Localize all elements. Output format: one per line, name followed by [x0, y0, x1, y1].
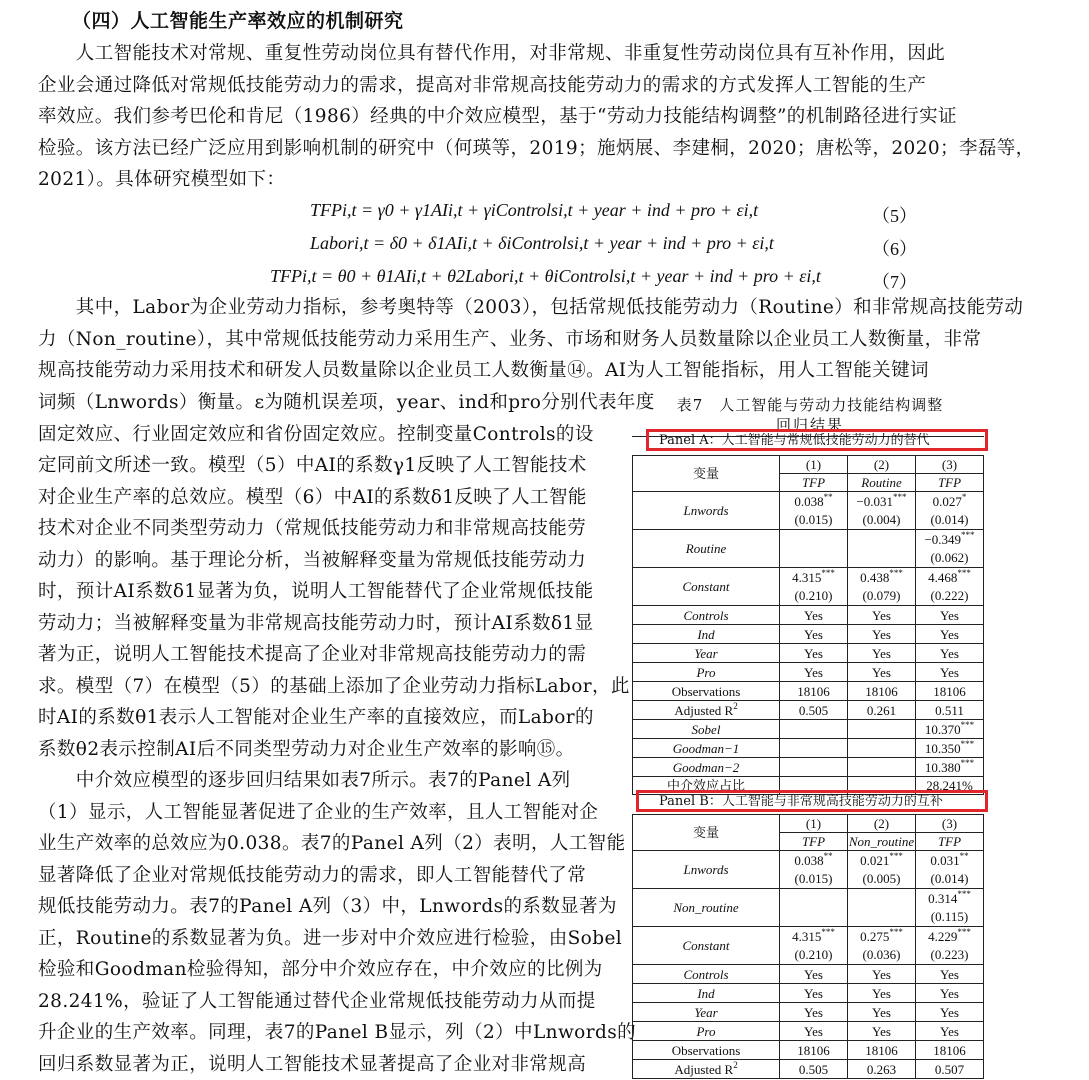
text-line: 对企业生产率的总效应。模型（6）中AI的系数δ1反映了人工智能	[38, 486, 587, 508]
text-line: 率效应。我们参考巴伦和肯尼（1986）经典的中介效应模型，基于“劳动力技能结构调整”的机制路径进行实证	[38, 106, 957, 127]
text-line: 系数θ2表示控制AI后不同类型劳动力对企业生产效率的影响⑮。	[38, 738, 575, 760]
text-line: 正，Routine的系数显著为负。进一步对中介效应进行检验，由Sobel	[38, 927, 623, 949]
coef-cell: 0.038** (0.015)	[780, 851, 848, 889]
table-cell: Yes	[916, 644, 984, 663]
text-line: 检验和Goodman检验得知，部分中介效应存在，中介效应的比例为	[38, 959, 603, 980]
paragraph-variables	[38, 292, 1024, 387]
row-name: Constant	[633, 568, 780, 606]
table-cell: Yes	[780, 644, 848, 663]
table-cell: 10.380***	[916, 758, 984, 777]
table-cell: 0.505	[780, 1060, 848, 1079]
row-name: Observations	[633, 682, 780, 701]
row-name: Adjusted $R^2$	[633, 701, 780, 720]
table-cell: Yes	[780, 965, 848, 984]
coef-cell: 0.031** (0.014)	[916, 851, 984, 889]
text-line: 著为正，说明人工智能技术提高了企业对非常规高技能劳动力的需	[38, 644, 587, 665]
table-cell: Yes	[780, 625, 848, 644]
table-cell: Yes	[780, 1022, 848, 1041]
coef-cell: 0.027* (0.014)	[916, 492, 984, 530]
col-header: (2)	[848, 456, 916, 474]
row-name: Sobel	[633, 720, 780, 739]
text-line: （1）显示，人工智能显著促进了企业的生产效率，且人工智能对企	[38, 801, 599, 823]
col-header: (2)	[848, 815, 916, 833]
row-name: Ind	[633, 984, 780, 1003]
table-cell: 0.507	[916, 1060, 984, 1079]
coef-cell: 4.315*** (0.210)	[780, 568, 848, 606]
text-line: 人工智能技术对常规、重复性劳动岗位具有替代作用，对非常规、非重复性劳动岗位具有互补作用，因此	[38, 43, 946, 64]
table-cell: 0.511	[916, 701, 984, 720]
text-line: 技术对企业不同类型劳动力（常规低技能劳动力和非常规高技能劳	[38, 518, 587, 539]
table-cell: 0.263	[848, 1060, 916, 1079]
col-header: (1)	[780, 456, 848, 474]
coef-cell: −0.349*** (0.062)	[916, 530, 984, 568]
panel-b-label: Panel B：人工智能与非常规高技能劳动力的互补	[636, 790, 988, 812]
row-name: Year	[633, 644, 780, 663]
table-cell: 18106	[916, 1041, 984, 1060]
coef-cell: 4.229*** (0.223)	[916, 927, 984, 965]
var-header: 变量	[633, 456, 780, 492]
table-cell: 18106	[916, 682, 984, 701]
dep-var: TFP	[916, 833, 984, 851]
coef-cell: 0.038** (0.015)	[780, 492, 848, 530]
paragraph-intro	[38, 38, 1035, 196]
panel-a-label: Panel A：人工智能与常规低技能劳动力的替代	[646, 429, 988, 451]
table-cell: Yes	[916, 1022, 984, 1041]
table-cell: 18106	[780, 1041, 848, 1060]
table-cell: 0.505	[780, 701, 848, 720]
coef-cell	[848, 530, 916, 568]
equation-7: TFPi,t = θ0 + θ1AIi,t + θ2Labori,t + θiControlsi,t + year + ind + pro + εi,t	[270, 266, 821, 286]
table-cell: Yes	[848, 965, 916, 984]
dep-var: Routine	[848, 474, 916, 492]
row-name: Ind	[633, 625, 780, 644]
text-line: 时AI的系数θ1表示人工智能对企业生产率的直接效应，而Labor的	[38, 707, 594, 728]
text-line: 显著降低了企业对常规低技能劳动力的需求，即人工智能替代了常	[38, 864, 587, 886]
equation-6: Labori,t = δ0 + δ1AIi,t + δiControlsi,t + year + ind + pro + εi,t	[310, 233, 774, 253]
equation-number: （7）	[872, 272, 917, 292]
table-cell: Yes	[780, 1003, 848, 1022]
row-name: Goodman−2	[633, 758, 780, 777]
text-line: 求。模型（7）在模型（5）的基础上添加了企业劳动力指标Labor，此	[38, 675, 630, 697]
col-header: (3)	[916, 815, 984, 833]
table-cell: Yes	[848, 663, 916, 682]
dep-var: TFP	[916, 474, 984, 492]
coef-cell	[848, 889, 916, 927]
section-heading: （四）人工智能生产率效应的机制研究	[72, 10, 404, 32]
table-cell: 10.370***	[916, 720, 984, 739]
text-line: 检验。该方法已经广泛应用到影响机制的研究中（何瑛等，2019；施炳展、李建桐，2020；唐松等，2020；李磊等，	[38, 137, 1035, 159]
table-cell: Yes	[916, 663, 984, 682]
results-table-b	[632, 814, 984, 1079]
table-cell: 10.350***	[916, 739, 984, 758]
table-cell: Yes	[848, 644, 916, 663]
coef-cell: 4.315*** (0.210)	[780, 927, 848, 965]
var-header: 变量	[633, 815, 780, 851]
panel-b-table	[632, 814, 984, 1079]
coef-cell: −0.031*** (0.004)	[848, 492, 916, 530]
dep-var: Non_routine	[848, 834, 915, 849]
table-cell: Yes	[916, 1003, 984, 1022]
coef-cell	[780, 530, 848, 568]
paragraph-results	[38, 765, 636, 1080]
table-cell: Yes	[916, 965, 984, 984]
row-name: Routine	[633, 530, 780, 568]
row-name: Goodman−1	[633, 739, 780, 758]
text-line: 动力）的影响。基于理论分析，当被解释变量为常规低技能劳动力	[38, 549, 587, 571]
paragraph-model-explanation	[38, 387, 655, 765]
table-cell: 28.241%	[916, 777, 984, 795]
text-line: 力（Non_routine），其中常规低技能劳动力采用生产、业务、市场和财务人员数量除以企业员工人数衡量，非常	[38, 328, 982, 350]
table-cell: 18106	[848, 1041, 916, 1060]
dep-var: TFP	[780, 833, 848, 851]
col-header: (1)	[780, 815, 848, 833]
text-line: 固定效应、行业固定效应和省份固定效应。控制变量Controls的设	[38, 423, 594, 445]
row-name: Non_routine	[633, 889, 780, 927]
coef-cell: 0.438*** (0.079)	[848, 568, 916, 606]
table-cell: Yes	[848, 984, 916, 1003]
equation-number: （6）	[872, 239, 917, 259]
text-line: 时，预计AI系数δ1显著为负，说明人工智能替代了企业常规低技能	[38, 581, 594, 602]
table-cell: Yes	[848, 625, 916, 644]
table-cell: Yes	[916, 984, 984, 1003]
text-line: 规高技能劳动力采用技术和研发人员数量除以企业员工人数衡量⑭。AI为人工智能指标，用人工智能关键词	[38, 360, 929, 381]
text-line: 升企业的生产效率。同理，表7的Panel B显示，列（2）中Lnwords的	[38, 1022, 636, 1043]
table-subtitle: 回归结果	[775, 416, 844, 434]
coef-cell: 0.275*** (0.036)	[848, 927, 916, 965]
row-name: 中介效应占比	[633, 777, 780, 795]
text-line: 28.241%，验证了人工智能通过替代企业常规低技能劳动力从而提	[38, 990, 596, 1012]
text-line: 中介效应模型的逐步回归结果如表7所示。表7的Panel A列	[38, 770, 571, 791]
row-name: Controls	[633, 606, 780, 625]
equation-5: TFPi,t = γ0 + γ1AIi,t + γiControlsi,t + year + ind + pro + εi,t	[310, 200, 759, 220]
table-title: 表7 人工智能与劳动力技能结构调整	[676, 396, 944, 414]
coef-cell: 0.021*** (0.005)	[848, 851, 916, 889]
table-cell: Yes	[916, 625, 984, 644]
row-name: Lnwords	[633, 492, 780, 530]
results-table-a	[632, 455, 984, 795]
text-line: 其中，Labor为企业劳动力指标，参考奥特等（2003），包括常规低技能劳动力（Routine）和非常规高技能劳动	[38, 297, 1024, 318]
text-line: 词频（Lnwords）衡量。ε为随机误差项，year、ind和pro分别代表年度	[38, 392, 655, 413]
text-line: 定同前文所述一致。模型（5）中AI的系数γ1反映了人工智能技术	[38, 455, 587, 476]
coef-cell	[780, 889, 848, 927]
table-cell: 18106	[780, 682, 848, 701]
row-name: Adjusted $R^2$	[633, 1060, 780, 1079]
text-line: 2021）。具体研究模型如下：	[38, 169, 286, 190]
row-name: Pro	[633, 1022, 780, 1041]
text-line: 回归系数显著为正，说明人工智能技术显著提高了企业对非常规高	[38, 1053, 587, 1075]
text-line: 业生产效率的总效应为0.038。表7的Panel A列（2）表明，人工智能	[38, 833, 626, 854]
table-cell: 0.261	[848, 701, 916, 720]
panel-a-table	[632, 455, 984, 795]
coef-cell: 0.314*** (0.115)	[916, 889, 984, 927]
table-cell: Yes	[780, 606, 848, 625]
col-header: (3)	[916, 456, 984, 474]
table-cell: Yes	[848, 1003, 916, 1022]
row-name: Controls	[633, 965, 780, 984]
text-line: 企业会通过降低对常规低技能劳动力的需求，提高对非常规高技能劳动力的需求的方式发挥人工智能的生产	[38, 74, 927, 96]
text-line: 规低技能劳动力。表7的Panel A列（3）中，Lnwords的系数显著为	[38, 896, 617, 917]
row-name: Pro	[633, 663, 780, 682]
equation-number: （5）	[872, 206, 917, 226]
row-name: Observations	[633, 1041, 780, 1060]
row-name: Lnwords	[633, 851, 780, 889]
text-line: 劳动力；当被解释变量为非常规高技能劳动力时，预计AI系数δ1显	[38, 612, 594, 634]
table-cell: Yes	[916, 606, 984, 625]
table-cell: Yes	[848, 606, 916, 625]
dep-var: TFP	[780, 474, 848, 492]
table-cell: Yes	[780, 663, 848, 682]
table-cell: Yes	[780, 984, 848, 1003]
coef-cell: 4.468*** (0.222)	[916, 568, 984, 606]
row-name: Year	[633, 1003, 780, 1022]
table-cell: 18106	[848, 682, 916, 701]
row-name: Constant	[633, 927, 780, 965]
table-cell: Yes	[848, 1022, 916, 1041]
